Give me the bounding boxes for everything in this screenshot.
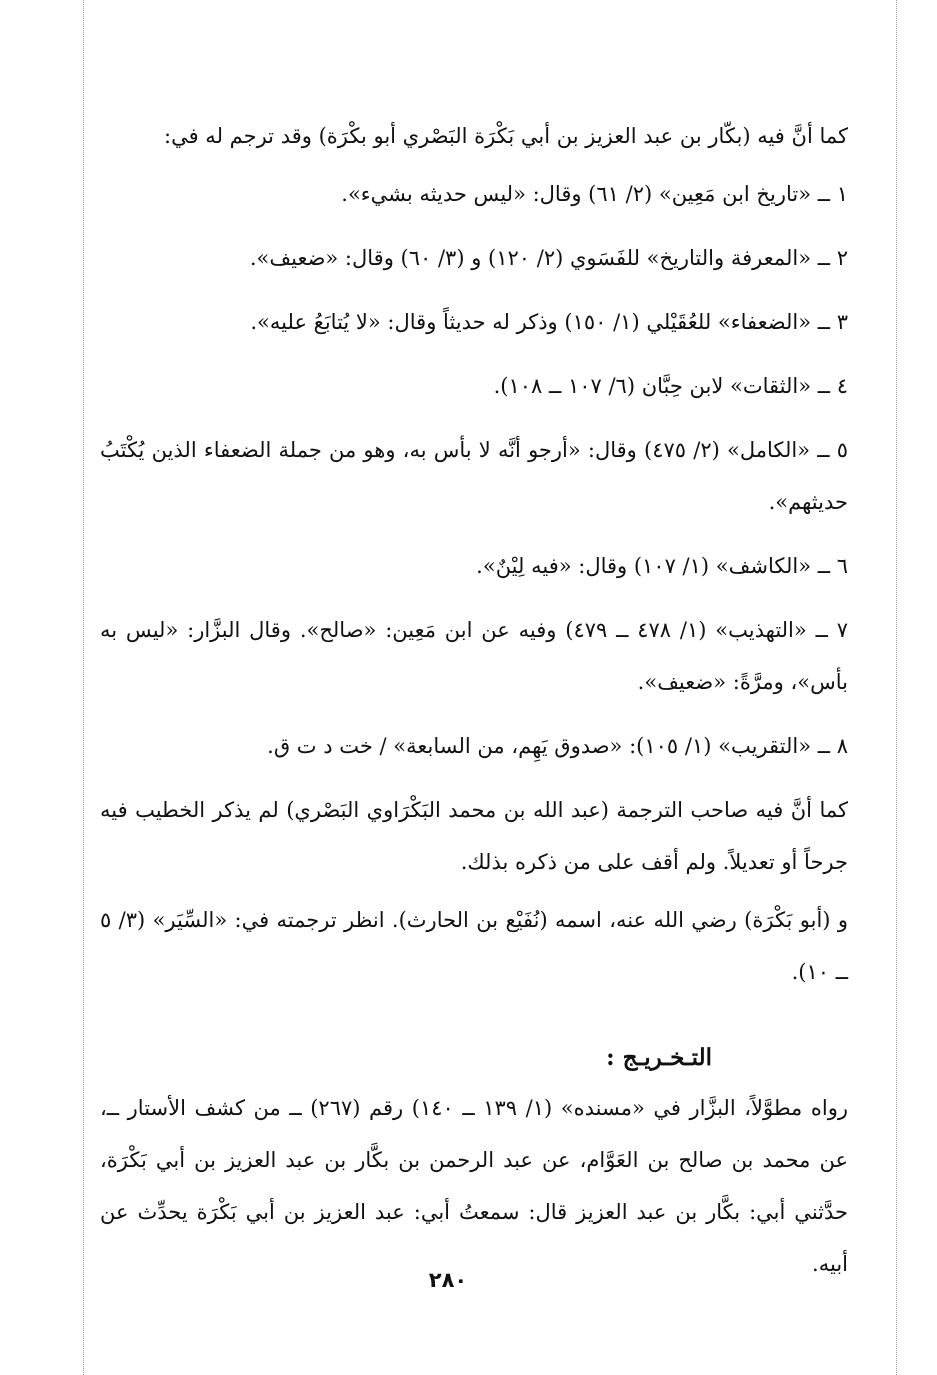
right-crop-line	[896, 0, 897, 1375]
source-item-2: ٢ ــ «المعرفة والتاريخ» للفَسَوي (٢/ ١٢٠) و (٣/ ٦٠) وقال: «ضعيف».	[249, 246, 848, 270]
source-item-8: ٨ ــ «التقريب» (١/ ١٠٥): «صدوق يَهِم، من السابعة» / خت د ت ق.	[267, 734, 848, 758]
page-body	[100, 110, 848, 1290]
source-item-7: ٧ ــ «التهذيب» (١/ ٤٧٨ ــ ٤٧٩) وفيه عن ابن مَعِين: «صالح». وقال البزَّار: «ليس به بأس»، ومرَّةً: «ضعيف».	[100, 618, 848, 694]
source-item-3: ٣ ــ «الضعفاء» للعُقَيْلي (١/ ١٥٠) وذكر له حديثاً وقال: «لا يُتابَعُ عليه».	[250, 310, 848, 334]
intro-paragraph: كما أنَّ فيه (بكّار بن عبد العزيز بن أبي بَكْرَة البَصْري أبو بكْرَة) وقد ترجم له في:	[164, 124, 848, 148]
source-item-6: ٦ ــ «الكاشف» (١/ ١٠٧) وقال: «فيه لِيْنٌ».	[476, 554, 848, 578]
left-crop-line	[83, 0, 84, 1375]
takhrij-heading: التـخـريـج :	[606, 1044, 712, 1071]
source-item-1: ١ ــ «تاريخ ابن مَعِين» (٢/ ٦١) وقال: «ليس حديثه بشيء».	[341, 182, 848, 206]
takhrij-paragraph: رواه مطوَّلاً، البزَّار في «مسنده» (١/ ١٣٩ ــ ١٤٠) رقم (٢٦٧) ــ من كشف الأستار ــ، عن محمد بن صالح بن العَوَّام، عن عبد الرحمن بن بكَّار بن عبد العزيز بن أبي بَكْرَة، حدَّثني أبي: بكَّار بن عبد العزيز قال: سمعتُ أبي: عبد العزيز بن أبي بَكْرَة يحدِّث عن أبيه.	[100, 1096, 848, 1276]
narrator-note-paragraph: كما أنَّ فيه صاحب الترجمة (عبد الله بن محمد البَكْرَاوي البَصْري) لم يذكر الخطيب فيه جرحاً أو تعديلاً. ولم أقف على من ذكره بذلك.	[100, 798, 848, 874]
source-item-5: ٥ ــ «الكامل» (٢/ ٤٧٥) وقال: «أرجو أنَّه لا بأس به، وهو من جملة الضعفاء الذين يُكْتَبُ حديثهم».	[100, 438, 848, 514]
companion-note-paragraph: و (أبو بَكْرَة) رضي الله عنه، اسمه (نُفَيْع بن الحارث). انظر ترجمته في: «السِّيَر» (٣/ ٥ ــ ١٠).	[100, 908, 848, 984]
page-number: ٢٨٠	[428, 1268, 468, 1292]
source-item-4: ٤ ــ «الثقات» لابن حِبَّان (٦/ ١٠٧ ــ ١٠٨).	[493, 374, 848, 398]
